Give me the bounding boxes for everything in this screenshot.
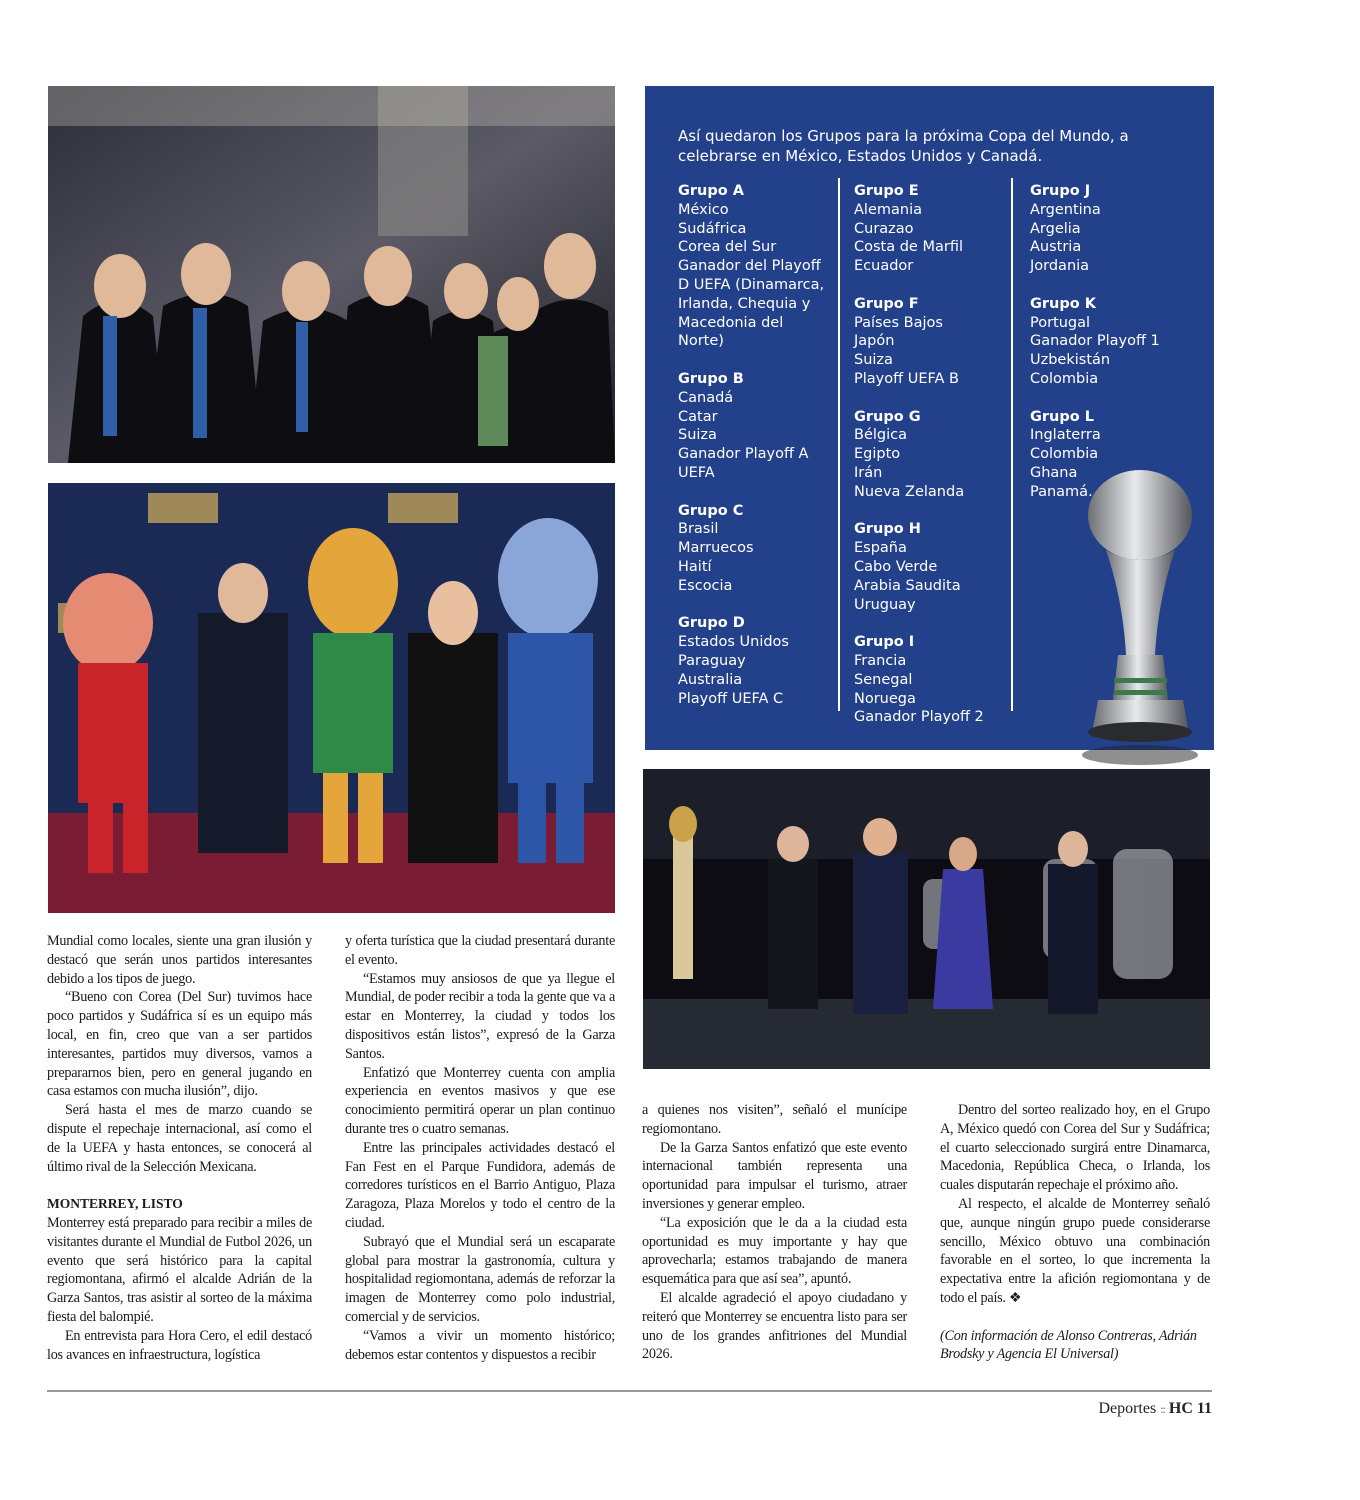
team-entry: Estados Unidos [678, 634, 789, 651]
team-entry: Paraguay [678, 652, 746, 669]
team-entry: Noruega [854, 690, 916, 707]
team-entry: Austria [1030, 239, 1082, 256]
team-entry: Ghana [1030, 464, 1078, 481]
article-paragraph: “Estamos muy ansiosos de que ya llegue el Mundial, de poder recibir a toda la gente que va a estar en Monterrey, la ciudad y todos los dispositivos están listos”, expresó de la Garza Santos. [345, 970, 615, 1062]
group-name: Grupo K [1030, 295, 1097, 312]
photo-delegation-group [48, 86, 615, 463]
group-block [854, 295, 1014, 389]
team-entry: Nueva Zelanda [854, 483, 965, 500]
footer-section: Deportes [1098, 1400, 1157, 1417]
footer-page-number: HC 11 [1168, 1400, 1212, 1417]
team-entry: Corea del Sur [678, 239, 777, 256]
group-name: Grupo D [678, 615, 745, 632]
article-paragraph: Mundial como locales, siente una gran ilusión y destacó que serán unos partidos interesantes debido a los tipos de juego. [47, 933, 312, 987]
article-paragraph: “Vamos a vivir un momento histórico; debemos estar contentos y dispuestos a recibir [345, 1327, 615, 1363]
team-entry: Jordania [1030, 258, 1090, 275]
team-entry: Ganador Playoff 2 [854, 709, 984, 726]
team-entry: México [678, 201, 729, 218]
team-entry: España [854, 540, 907, 557]
group-name: Grupo C [678, 502, 744, 519]
page-footer [1098, 1400, 1212, 1418]
article-paragraph: Enfatizó que Monterrey cuenta con amplia experiencia en eventos masivos y que ese conocimiento permitirá operar un plan continuo durante tres o cuatro semanas. [345, 1064, 615, 1137]
group-block [854, 633, 1014, 727]
article-column-3 [642, 1101, 907, 1364]
team-entry: Uruguay [854, 596, 916, 613]
team-entry: Suiza [854, 352, 893, 369]
team-entry: Panamá. [1030, 483, 1093, 500]
photo-draw-ceremony-stage [643, 769, 1210, 1069]
team-entry: Ganador Playoff 1 [1030, 333, 1160, 350]
team-entry: Japón [854, 333, 895, 350]
team-entry: Canadá [678, 389, 734, 406]
group-name: Grupo J [1030, 183, 1091, 199]
team-entry: Catar [678, 408, 718, 425]
photo-mascots [48, 483, 615, 913]
article-column-4 [940, 1101, 1210, 1364]
article-paragraph: a quienes nos visiten”, señaló el munícipe regiomontano. [642, 1102, 907, 1137]
team-entry: Irán [854, 464, 883, 481]
team-entry: Brasil [678, 521, 719, 538]
group-block [854, 520, 1014, 614]
team-entry: Bélgica [854, 427, 907, 444]
team-entry: Inglaterra [1030, 427, 1101, 444]
column-divider [838, 178, 840, 711]
group-block [1030, 182, 1190, 276]
article-paragraph: En entrevista para Hora Cero, el edil destacó los avances en infraestructura, logística [47, 1327, 312, 1363]
article-paragraph: “Bueno con Corea (Del Sur) tuvimos hace poco partidos y Sudáfrica sí es un equipo más local, en fin, creo que van a ser partidos interesantes, partidos muy diversos, vamos a prepararnos bien, pero en general jugando en casa estamos con mucha ilusión”, dijo. [47, 989, 312, 1100]
team-entry: Países Bajos [854, 314, 943, 331]
article-paragraph: Al respecto, el alcalde de Monterrey señaló que, aunque ningún grupo puede considerarse sencillo, México obtuvo una combinación favorable en el sorteo, lo que incrementa la expectativa entre la afición regiomontana y de todo el país. ❖ [940, 1195, 1210, 1306]
team-entry: Playoff UEFA C [678, 690, 784, 707]
article-paragraph: Será hasta el mes de marzo cuando se dispute el repechaje internacional, así como el de la UEFA y hasta entonces, se conocerá al último rival de la Selección Mexicana. [47, 1102, 312, 1175]
team-entry: Arabia Saudita [854, 577, 961, 594]
team-entry: Colombia [1030, 370, 1099, 387]
group-name: Grupo H [854, 521, 921, 538]
team-entry: Portugal [1030, 314, 1091, 331]
team-entry: Playoff UEFA B [854, 370, 959, 387]
article-paragraph: Subrayó que el Mundial será un escaparate global para mostrar la gastronomía, cultura y hospitalidad regiomontana, además de reforzar la imagen de Monterrey como polo industrial, comercial y de servicios. [345, 1233, 615, 1325]
article-subhead: MONTERREY, LISTO [47, 1196, 183, 1212]
team-entry: Francia [854, 652, 907, 669]
team-entry: Haití [678, 558, 712, 575]
article-credits: (Con información de Alonso Contreras, Adrián Brodsky y Agencia El Universal) [940, 1327, 1197, 1363]
team-entry: Marruecos [678, 540, 754, 557]
group-name: Grupo A [678, 183, 744, 199]
group-block [678, 502, 828, 596]
team-entry: Senegal [854, 671, 913, 688]
team-entry: Ecuador [854, 258, 914, 275]
article-paragraph: Dentro del sorteo realizado hoy, en el Grupo A, México quedó con Corea del Sur y Sudáfrica; el cuarto seleccionado surgirá entre Dinamarca, Macedonia, República Checa, o Irlanda, los cuales disputarán repechaje el próximo año. [940, 1102, 1210, 1194]
team-entry: Argelia [1030, 220, 1081, 237]
group-block [678, 182, 828, 351]
groups-column-2 [854, 182, 1014, 746]
team-entry: Argentina [1030, 201, 1101, 218]
group-block [678, 614, 828, 708]
team-entry: Curazao [854, 220, 914, 237]
group-name: Grupo F [854, 295, 919, 312]
team-entry: Australia [678, 671, 743, 688]
footer-rule [47, 1390, 1212, 1392]
team-entry: Costa de Marfil [854, 239, 963, 256]
article-paragraph: y oferta turística que la ciudad presentará durante el evento. [345, 933, 615, 968]
article-column-2 [345, 932, 615, 1364]
team-entry: Uzbekistán [1030, 352, 1111, 369]
article-paragraph: El alcalde agradeció el apoyo ciudadano y reiteró que Monterrey se encuentra listo para ser uno de los grandes anfitriones del Mundial 2026. [642, 1289, 907, 1363]
article-paragraph: De la Garza Santos enfatizó que este evento internacional también representa una oportunidad para impulsar el turismo, atraer inversiones y generar empleo. [642, 1139, 907, 1212]
groups-column-1 [678, 182, 828, 727]
group-name: Grupo L [1030, 408, 1095, 425]
team-entry: Sudáfrica [678, 220, 747, 237]
group-block [1030, 295, 1190, 389]
footer-separator: :: [1160, 1402, 1165, 1416]
group-block [678, 370, 828, 483]
groups-intro: Así quedaron los Grupos para la próxima Copa del Mundo, a celebrarse en México, Estados Unidos y Canadá. [678, 127, 1129, 165]
group-name: Grupo E [854, 183, 919, 199]
group-name: Grupo G [854, 408, 921, 425]
team-entry: Suiza [678, 427, 717, 444]
article-paragraph: Monterrey está preparado para recibir a miles de visitantes durante el Mundial de Futbol 2026, un evento que será histórico para la capital regiomontana, afirmó el alcalde Adrián de la Garza Santos, tras asistir al sorteo de la máxima fiesta del balompié. [47, 1214, 312, 1325]
group-name: Grupo B [678, 370, 744, 387]
article-paragraph: Entre las principales actividades destacó el Fan Fest en el Parque Fundidora, además de corredores turísticos en el Barrio Antiguo, Plaza Zaragoza, Plaza Morelos y todo el centro de la ciudad. [345, 1139, 615, 1231]
group-block [854, 182, 1014, 276]
team-entry: Alemania [854, 201, 922, 218]
group-block [854, 408, 1014, 502]
team-entry: Ganador del Playoff D UEFA (Dinamarca, Irlanda, Chequia y Macedonia del Norte) [678, 258, 825, 350]
team-entry: Colombia [1030, 446, 1099, 463]
team-entry: Cabo Verde [854, 558, 938, 575]
world-cup-trophy-image [1078, 470, 1203, 775]
group-name: Grupo I [854, 634, 915, 651]
article-paragraph: “La exposición que le da a la ciudad esta oportunidad es muy importante y hay que aprovecharla; estamos trabajando de manera esquemática para que así sea”, apuntó. [642, 1214, 907, 1288]
article-column-1 [47, 932, 312, 1364]
team-entry: Egipto [854, 446, 901, 463]
team-entry: Ganador Playoff A UEFA [678, 446, 809, 481]
team-entry: Escocia [678, 577, 733, 594]
